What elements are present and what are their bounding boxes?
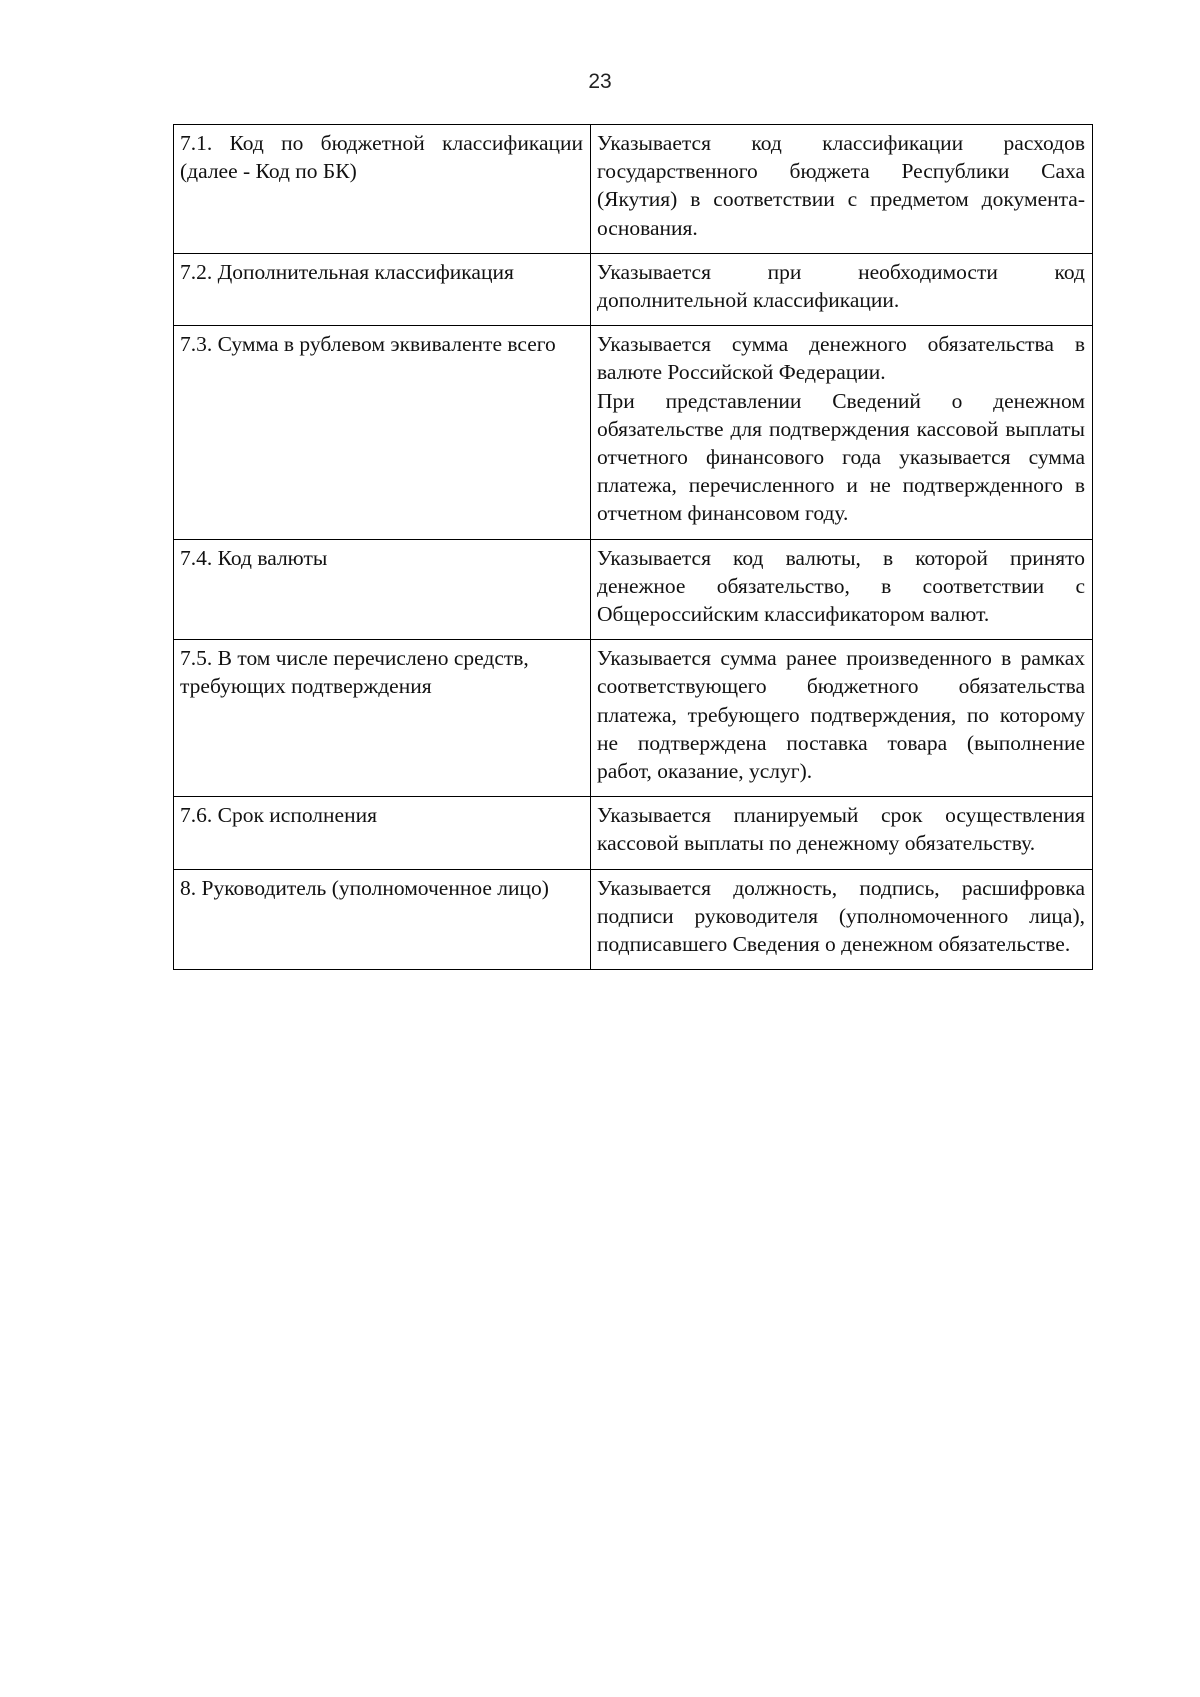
table-row [174, 640, 1093, 797]
description-paragraph: Указывается должность, подпись, расшифровка подписи руководителя (уполномоченного лица), подписавшего Сведения о денежном обязательстве. [597, 875, 1085, 957]
table-row [174, 125, 1093, 254]
field-cell: 7.5. В том числе перечислено средств, требующих подтверждения [174, 640, 591, 797]
field-cell: 7.6. Срок исполнения [174, 797, 591, 869]
table-row [174, 869, 1093, 970]
description-cell [591, 797, 1093, 869]
page-number: 23 [588, 70, 612, 93]
field-cell: 7.1. Код по бюджетной классификации (далее - Код по БК) [174, 125, 591, 254]
field-cell: 8. Руководитель (уполномоченное лицо) [174, 869, 591, 970]
description-cell [591, 125, 1093, 254]
description-cell [591, 326, 1093, 539]
description-paragraph: Указывается сумма ранее произведенного в рамках соответствующего бюджетного обязательства платежа, требующего подтверждения, по которому не подтверждена поставка товара (выполнение работ, оказание, услуг). [597, 646, 1085, 784]
field-description-table [173, 124, 1093, 970]
description-cell [591, 539, 1093, 640]
field-cell: 7.3. Сумма в рублевом эквиваленте всего [174, 326, 591, 539]
description-paragraph: Указывается сумма денежного обязательства в валюте Российской Федерации. [597, 332, 1085, 385]
table-row [174, 539, 1093, 640]
description-paragraph: Указывается планируемый срок осуществления кассовой выплаты по денежному обязательству. [597, 803, 1085, 856]
field-cell: 7.4. Код валюты [174, 539, 591, 640]
table-row [174, 326, 1093, 539]
field-cell: 7.2. Дополнительная классификация [174, 253, 591, 325]
description-paragraph: Указывается код классификации расходов государственного бюджета Республики Саха (Якутия) в соответствии с предметом документа-основания. [597, 131, 1085, 240]
table-row [174, 253, 1093, 325]
table-row [174, 797, 1093, 869]
description-cell [591, 869, 1093, 970]
description-cell [591, 253, 1093, 325]
description-paragraph: Указывается при необходимости код дополнительной классификации. [597, 259, 1085, 313]
description-paragraph: Указывается код валюты, в которой принято денежное обязательство, в соответствии с Общероссийским классификатором валют. [597, 545, 1085, 627]
description-paragraph: При представлении Сведений о денежном обязательстве для подтверждения кассовой выплаты отчетного финансового года указывается сумма платежа, перечисленного и не подтвержденного в отчетном финансовом году. [597, 388, 1085, 526]
description-cell [591, 640, 1093, 797]
